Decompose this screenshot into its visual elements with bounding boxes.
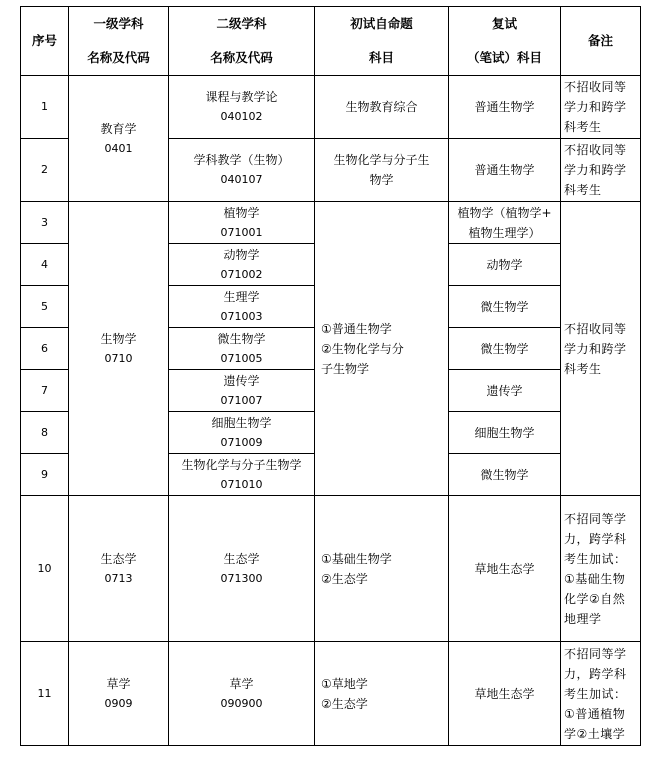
level1-cell: 生物学 0710 — [69, 202, 169, 496]
level2-cell: 生理学 071003 — [169, 286, 315, 328]
level2-cell: 微生物学 071005 — [169, 328, 315, 370]
seq-cell: 8 — [21, 412, 69, 454]
level2-cell: 植物学 071001 — [169, 202, 315, 244]
level2-cell: 细胞生物学 071009 — [169, 412, 315, 454]
exam-cell: ①草地学 ②生态学 — [315, 642, 449, 746]
level2-cell: 课程与教学论 040102 — [169, 76, 315, 139]
retest-cell: 微生物学 — [449, 328, 561, 370]
table-row — [21, 76, 641, 139]
retest-cell: 遗传学 — [449, 370, 561, 412]
header-level1: 一级学科 名称及代码 — [69, 7, 169, 76]
retest-cell: 植物学（植物学+ 植物生理学） — [449, 202, 561, 244]
retest-cell: 草地生态学 — [449, 642, 561, 746]
header-note: 备注 — [561, 7, 641, 76]
exam-cell: ①基础生物学 ②生态学 — [315, 496, 449, 642]
exam-cell: 生物教育综合 — [315, 76, 449, 139]
table-row — [21, 642, 641, 746]
seq-cell: 2 — [21, 139, 69, 202]
retest-cell: 草地生态学 — [449, 496, 561, 642]
note-cell: 不招收同等 学力和跨学 科考生 — [561, 76, 641, 139]
level2-cell: 生态学 071300 — [169, 496, 315, 642]
retest-cell: 微生物学 — [449, 286, 561, 328]
note-cell: 不招同等学 力，跨学科 考生加试： ①基础生物 化学②自然 地理学 — [561, 496, 641, 642]
level2-cell: 学科教学（生物） 040107 — [169, 139, 315, 202]
seq-cell: 4 — [21, 244, 69, 286]
seq-cell: 9 — [21, 454, 69, 496]
seq-cell: 11 — [21, 642, 69, 746]
table-row — [21, 202, 641, 244]
retest-cell: 细胞生物学 — [449, 412, 561, 454]
level2-cell: 动物学 071002 — [169, 244, 315, 286]
seq-cell: 3 — [21, 202, 69, 244]
table-wrapper — [20, 6, 641, 746]
level2-cell: 草学 090900 — [169, 642, 315, 746]
level2-cell: 遗传学 071007 — [169, 370, 315, 412]
retest-cell: 普通生物学 — [449, 76, 561, 139]
level2-cell: 生物化学与分子生物学 071010 — [169, 454, 315, 496]
seq-cell: 10 — [21, 496, 69, 642]
header-exam1: 初试自命题 科目 — [315, 7, 449, 76]
table-row — [21, 496, 641, 642]
seq-cell: 5 — [21, 286, 69, 328]
header-row — [21, 7, 641, 76]
level1-cell: 草学 0909 — [69, 642, 169, 746]
header-exam2: 复试 （笔试）科目 — [449, 7, 561, 76]
level1-cell: 生态学 0713 — [69, 496, 169, 642]
header-level2: 二级学科 名称及代码 — [169, 7, 315, 76]
exam-cell: ①普通生物学 ②生物化学与分 子生物学 — [315, 202, 449, 496]
level1-cell: 教育学 0401 — [69, 76, 169, 202]
note-cell: 不招收同等 学力和跨学 科考生 — [561, 202, 641, 496]
note-cell: 不招收同等 学力和跨学 科考生 — [561, 139, 641, 202]
seq-cell: 7 — [21, 370, 69, 412]
header-seq: 序号 — [21, 7, 69, 76]
exam-cell: 生物化学与分子生 物学 — [315, 139, 449, 202]
note-cell: 不招同等学 力，跨学科 考生加试： ①普通植物 学②土壤学 — [561, 642, 641, 746]
retest-cell: 动物学 — [449, 244, 561, 286]
subject-table — [20, 6, 641, 746]
seq-cell: 6 — [21, 328, 69, 370]
retest-cell: 微生物学 — [449, 454, 561, 496]
seq-cell: 1 — [21, 76, 69, 139]
retest-cell: 普通生物学 — [449, 139, 561, 202]
